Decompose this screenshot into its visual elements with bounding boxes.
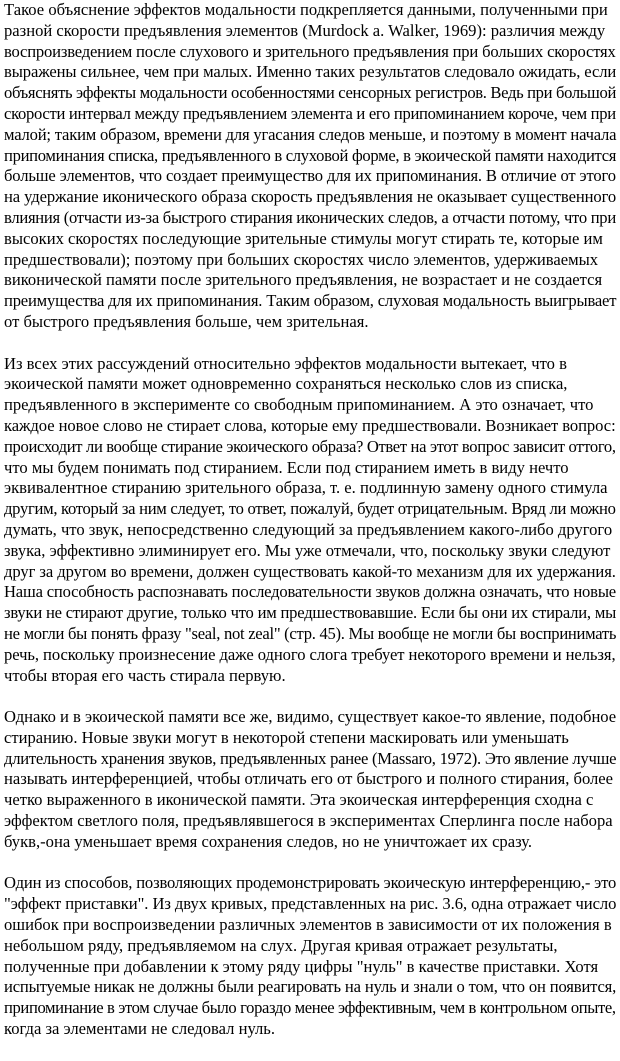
text-line: длительность хранения звуков, предъявленных ранее (Massaro, 1972). Это явление лучше xyxy=(4,748,617,768)
text-line: припоминание в этом случае было гораздо менее эффективным, чем в контрольном опыте, xyxy=(4,998,616,1018)
paragraph-4 xyxy=(4,873,616,1039)
text-line: полученные при добавлении к этому ряду цифры "нуль" в качестве приставки. Хотя xyxy=(4,956,599,976)
text-line: выражены сильнее, чем при малых. Именно таких результатов следовало ожидать, если xyxy=(4,62,617,82)
text-line: другим, который за ним следует, то ответ, пожалуй, будет отрицательным. Вряд ли можно xyxy=(4,499,616,519)
text-line: ошибок при воспроизведении различных элементов в зависимости от их положения в xyxy=(4,915,612,935)
text-line: Наша способность распознавать последовательности звуков должна означать, что новые xyxy=(4,582,616,602)
text-line: скорости интервал между предъявлением элемента и его припоминанием короче, чем при xyxy=(4,103,616,123)
text-line: стиранию. Новые звуки могут в некоторой степени маскировать или уменьшать xyxy=(4,727,569,747)
text-line: звуки не стирают другие, только что им предшествовавшие. Если бы они их стирали, мы xyxy=(4,603,617,623)
text-line: малой; таким образом, времени для угасания следов меньше, и поэтому в момент начала xyxy=(4,124,617,144)
text-line: друг за другом во времени, должен существовать какой-то механизм для их удержания. xyxy=(4,561,616,581)
text-line: предшествовали); поэтому при больших скоростях число элементов, удерживаемых xyxy=(4,249,599,269)
text-line: эквивалентное стиранию зрительного образа, т. е. подлинную замену одного стимула xyxy=(4,478,608,498)
text-line: думать, что звук, непосредственно следующий за предъявлением какого-либо другого xyxy=(4,519,613,539)
text-line: Один из способов, позволяющих продемонстрировать экоическую интерференцию,- это xyxy=(4,873,617,893)
text-line: высоких скоростях последующие зрительные стимулы могут стирать те, которые им xyxy=(4,228,603,248)
text-line: объяснять эффекты модальности особенностями сенсорных регистров. Ведь при большой xyxy=(4,83,616,103)
text-line: Такое объяснение эффектов модальности подкрепляется данными, полученными при xyxy=(4,0,608,19)
text-line: звука, эффективно элиминирует его. Мы уже отмечали, что, поскольку звуки следуют xyxy=(4,540,611,560)
text-line: четко выраженного в иконической памяти. Эта экоическая интерференция сходна с xyxy=(4,790,594,810)
text-line: Из всех этих рассуждений относительно эффектов модальности вытекает, что в xyxy=(4,353,567,373)
text-line: каждое новое слово не стирает слова, которые ему предшествовали. Возникает вопрос: xyxy=(4,415,616,435)
text-line: на удержание иконического образа скорость предъявления не оказывает существенного xyxy=(4,187,617,207)
paragraph-3 xyxy=(4,707,616,853)
text-line: предъявленного в эксперименте со свободным припоминанием. А это означает, что xyxy=(4,395,594,415)
text-line: речь, поскольку произнесение даже одного слога требует некоторого времени и нельзя, xyxy=(4,644,616,664)
text-line: когда за элементами не следовал нуль. xyxy=(4,1019,276,1039)
text-line: небольшом ряду, предъявляемом на слух. Другая кривая отражает результаты, xyxy=(4,935,558,955)
text-line: припоминания списка, предъявленного в слуховой форме, в экоической памяти находится xyxy=(4,145,617,165)
text-line: больше элементов, что создает преимущество для их припоминания. В отличие от этого xyxy=(4,166,616,186)
paragraph-2 xyxy=(4,354,616,687)
text-line: "эффект приставки". Из двух кривых, представленных на рис. 3.6, одна отражает число xyxy=(4,894,617,914)
text-line: влияния (отчасти из-за быстрого стирания иконических следов, а отчасти потому, что при xyxy=(4,207,616,227)
text-line: экоической памяти может одновременно сохраняться несколько слов из списка, xyxy=(4,374,568,394)
text-line: испытуемые никак не должны были реагировать на нуль и знали о том, что он появится, xyxy=(4,977,617,997)
text-line: букв,-она уменьшает время сохранения следов, но не уничтожает их сразу. xyxy=(4,831,533,851)
text-line: преимущества для их припоминания. Таким образом, слуховая модальность выигрывает xyxy=(4,291,617,311)
text-line: виконической памяти после зрительного предъявления, не возрастает и не создается xyxy=(4,270,603,290)
text-line: воспроизведением после слухового и зрительного предъявления при больших скоростях xyxy=(4,41,616,61)
text-line: что мы будем понимать под стиранием. Если под стиранием иметь в виду нечто xyxy=(4,457,569,477)
document-page xyxy=(4,0,616,1061)
text-line: Однако и в экоической памяти все же, видимо, существует какое-то явление, подобное xyxy=(4,707,617,727)
text-line: происходит ли вообще стирание экоического образа? Ответ на этот вопрос зависит оттого, xyxy=(4,436,616,456)
text-line: от быстрого предъявления больше, чем зрительная. xyxy=(4,311,369,331)
text-line: называть интерференцией, чтобы отличать его от быстрого и полного стирания, более xyxy=(4,769,614,789)
text-line: не могли бы понять фразу "seal, not zeal" (стр. 45). Мы вообще не могли бы воспринимать xyxy=(4,623,617,643)
paragraph-1 xyxy=(4,0,616,333)
text-line: разной скорости предъявления элементов (Murdock a. Walker, 1969): различия между xyxy=(4,20,606,40)
text-line: эффектом светлого поля, предъявлявшегося в экспериментах Сперлинга после набора xyxy=(4,811,613,831)
text-line: чтобы вторая его часть стирала первую. xyxy=(4,665,286,685)
